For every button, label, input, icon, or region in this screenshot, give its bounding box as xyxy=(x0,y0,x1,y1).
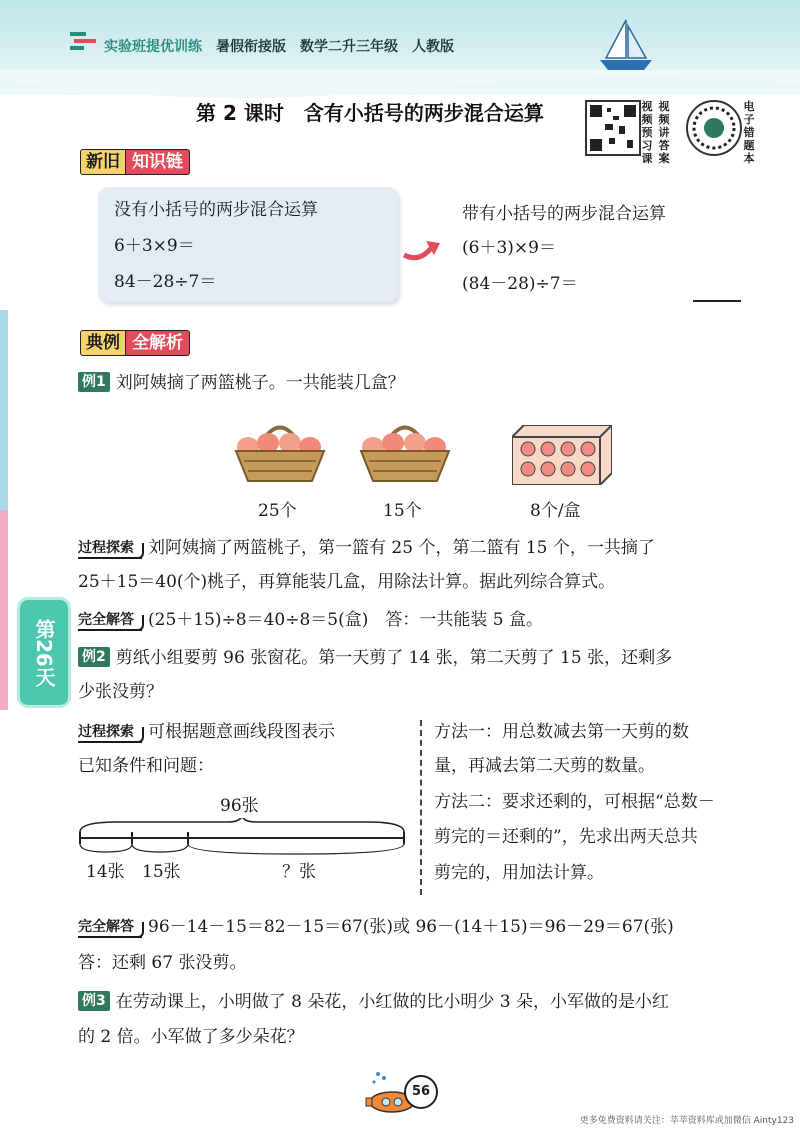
left-edge-stripe xyxy=(0,510,8,710)
example2-explore-line-1: 过程探索 可根据题意画线段图表示 xyxy=(78,722,335,742)
day-side-tab: 第26天 xyxy=(20,600,68,705)
example2-tag: 例2 xyxy=(78,647,110,667)
example1-explore-line-2: 25＋15＝40(个)桃子，再算能装几盒，用除法计算。据此列综合算式。 xyxy=(78,572,616,592)
example2-answer-line-1: 完全解答 96－14－15＝82－15＝67(张)或 96－(14＋15)＝96－29＝67(张) xyxy=(78,917,674,937)
example3-line-2: 的 2 倍。小军做了多少朵花？ xyxy=(78,1027,304,1047)
decorative-dash xyxy=(693,300,741,302)
diagram-part-1: 14张 xyxy=(86,862,125,882)
qr-label-answer: 视频讲答案 xyxy=(658,100,670,165)
lesson-title: 第 2 课时 含有小括号的两步混合运算 xyxy=(196,101,544,125)
example2-answer-line-2: 答：还剩 67 张没剪。 xyxy=(78,953,247,973)
method-line-3: 方法二：要求还剩的，可根据“总数－ xyxy=(434,792,715,812)
qr-code-error-book[interactable] xyxy=(686,100,742,156)
footer-note: 更多免费资料请关注：莘莘资料库或加微信 Ainty123 xyxy=(579,1116,794,1126)
examples-badge: 典例 全解析 xyxy=(80,330,190,356)
line-segment-diagram xyxy=(78,818,408,858)
with-parentheses-line-2: (84－28)÷7＝ xyxy=(462,274,578,294)
caption-basket-2: 15个 xyxy=(383,501,422,521)
example1-question: 例1 刘阿姨摘了两篮桃子。一共能装几盒？ xyxy=(78,368,405,398)
no-parentheses-title: 没有小括号的两步混合运算 xyxy=(114,200,318,220)
example3-tag: 例3 xyxy=(78,991,110,1011)
example1-answer: 完全解答 (25＋15)÷8＝40÷8＝5(盒) 答：一共能装 5 盒。 xyxy=(78,610,543,630)
answer-tag: 完全解答 xyxy=(78,918,142,938)
no-parentheses-line-1: 6＋3×9＝ xyxy=(114,236,195,256)
qr-code-preview[interactable] xyxy=(585,100,641,156)
peach-basket-icon xyxy=(230,415,330,490)
qr-label-error-book: 电子错题本 xyxy=(743,100,755,165)
method-line-1: 方法一：用总数减去第一天剪的数 xyxy=(434,722,689,742)
method-line-4: 剪完的＝还剩的”，先求出两天总共 xyxy=(434,827,698,847)
explore-tag: 过程探索 xyxy=(78,539,142,559)
edition: 暑假衔接版 xyxy=(216,39,286,55)
example2-explore-line-2: 已知条件和问题： xyxy=(78,756,214,776)
method-line-5: 剪完的，用加法计算。 xyxy=(434,863,604,883)
qr-code-icon xyxy=(587,102,639,154)
left-edge-stripe xyxy=(0,310,8,510)
caption-box: 8个/盒 xyxy=(530,501,581,521)
example2-question-line-1: 例2 剪纸小组要剪 96 张窗花。第一天剪了 14 张，第二天剪了 15 张，还剩多 xyxy=(78,643,672,673)
header-line xyxy=(104,36,454,56)
with-parentheses-line-1: (6＋3)×9＝ xyxy=(462,238,556,258)
example1-explore-line-1: 过程探索 刘阿姨摘了两篮桃子，第一篮有 25 个，第二篮有 15 个，一共摘了 xyxy=(78,538,655,558)
answer-tag: 完全解答 xyxy=(78,611,142,631)
peach-basket-icon xyxy=(355,415,455,490)
diagram-total-label: 96张 xyxy=(220,796,259,816)
page-number: 56 xyxy=(404,1075,438,1109)
sailboat-icon xyxy=(596,18,656,74)
explore-tag: 过程探索 xyxy=(78,723,142,743)
qr-code-icon xyxy=(688,102,740,154)
method-line-2: 量，再减去第二天剪的数量。 xyxy=(434,756,655,776)
dashed-divider xyxy=(420,720,422,895)
peach-box-icon xyxy=(512,425,612,485)
caption-basket-1: 25个 xyxy=(258,501,297,521)
with-parentheses-title: 带有小括号的两步混合运算 xyxy=(462,204,666,224)
example2-question-line-2: 少张没剪？ xyxy=(78,682,163,702)
diagram-part-2: 15张 xyxy=(142,862,181,882)
curved-arrow-icon xyxy=(402,233,444,263)
series-name: 实验班提优训练 xyxy=(104,39,202,55)
publisher: 人教版 xyxy=(412,39,454,55)
series-logo-icon xyxy=(70,30,100,52)
grade: 数学二升三年级 xyxy=(300,39,398,55)
example3-line-1: 例3 在劳动课上，小明做了 8 朵花，小红做的比小明少 3 朵，小军做的是小红 xyxy=(78,987,669,1017)
example1-tag: 例1 xyxy=(78,372,110,392)
qr-label-preview: 视频预习课 xyxy=(641,100,653,165)
diagram-part-3: ？张 xyxy=(282,862,316,882)
no-parentheses-line-2: 84－28÷7＝ xyxy=(114,272,217,292)
knowledge-link-badge: 新旧 知识链 xyxy=(80,149,190,175)
